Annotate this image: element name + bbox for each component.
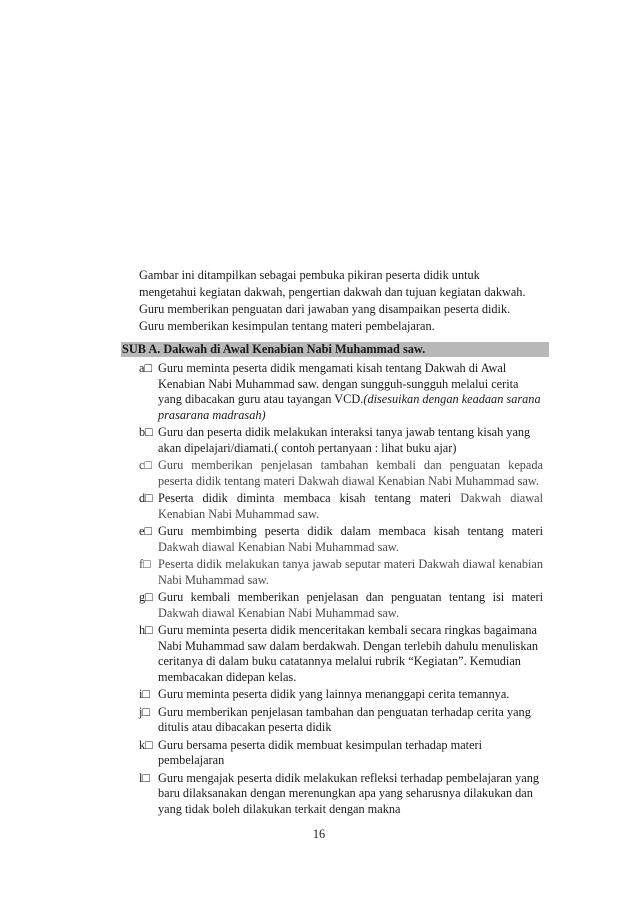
list-item xyxy=(139,425,543,456)
list-item xyxy=(139,705,543,736)
list-item-text: Guru bersama peserta didik membuat kesimpulan terhadap materi pembelajaran xyxy=(158,737,483,767)
list-item-text: Peserta didik diminta membaca kisah tentang materi Dakwah diawal Kenabian Nabi Muhammad saw. xyxy=(158,491,543,521)
list-marker: a□ xyxy=(139,361,152,375)
list-item-text: Guru meminta peserta didik menceritakan kembali secara ringkas bagaimana Nabi Muhammad saw dalam berdakwah. Dengan terlebih dahulu menuliskan ceritanya di dalam buku catatannya melalui rubrik “Kegiatan”. Kemudian membacakan didepan kelas. xyxy=(158,623,539,684)
list-marker: d□ xyxy=(139,491,153,505)
page-number: 16 xyxy=(312,827,326,841)
list-item-text: Guru meminta peserta didik yang lainnya menanggapi cerita temannya. xyxy=(158,687,510,701)
list-item xyxy=(139,771,543,818)
list-marker: i□ xyxy=(139,687,150,701)
list-item-text: Guru dan peserta didik melakukan interaksi tanya jawab tentang kisah yang akan dipelajari/diamati.( contoh pertanyaan : lihat buku ajar) xyxy=(158,425,531,455)
list-item xyxy=(139,557,543,588)
list-item-text: Guru membimbing peserta didik dalam membaca kisah tentang materi Dakwah diawal Kenabian Nabi Muhammad saw. xyxy=(158,524,543,554)
list-item xyxy=(139,590,543,621)
section-heading: SUB A. Dakwah di Awal Kenabian Nabi Muhammad saw. xyxy=(121,342,549,357)
list-item-note: (disesuikan dengan keadaan sarana prasarana madrasah) xyxy=(158,392,541,422)
list-item-text: Guru meminta peserta didik mengamati kisah tentang Dakwah di Awal Kenabian Nabi Muhammad saw. dengan sungguh-sungguh melalui cerita yang dibacakan guru atau tayangan VCD.(disesuikan dengan keadaan sarana prasarana madrasah) xyxy=(158,361,541,422)
list-item-text: Guru memberikan penjelasan tambahan kembali dan penguatan kepada peserta didik tentang materi Dakwah diawal Kenabian Nabi Muhammad saw. xyxy=(158,458,543,488)
list-item xyxy=(139,738,543,769)
intro-line: Guru memberikan kesimpulan tentang materi pembelajaran. xyxy=(139,319,435,333)
list-item xyxy=(139,623,543,685)
list-item-text: Guru kembali memberikan penjelasan dan penguatan tentang isi materi Dakwah diawal Kenabian Nabi Muhammad saw. xyxy=(158,590,543,620)
intro-line: Guru memberikan penguatan dari jawaban yang disampaikan peserta didik. xyxy=(139,302,511,316)
list-marker: j□ xyxy=(139,704,150,719)
list-item xyxy=(139,458,543,489)
intro-line: mengetahui kegiatan dakwah, pengertian dakwah dan tujuan kegiatan dakwah. xyxy=(139,285,526,299)
list-marker: e□ xyxy=(139,524,152,538)
intro-paragraph xyxy=(139,267,559,335)
activity-list xyxy=(139,361,543,819)
list-marker: k□ xyxy=(139,737,153,752)
list-item-text: Guru memberikan penjelasan tambahan dan penguatan terhadap cerita yang ditulis atau dibacakan peserta didik xyxy=(158,704,531,734)
list-marker: b□ xyxy=(139,425,153,439)
list-item-text: Guru mengajak peserta didik melakukan refleksi terhadap pembelajaran yang baru dilaksanakan dengan merenungkan apa yang seharusnya dilakukan dan yang tidak boleh dilakukan terkait dengan makna xyxy=(158,770,540,816)
intro-line: Gambar ini ditampilkan sebagai pembuka pikiran peserta didik untuk xyxy=(139,268,480,282)
list-marker: l□ xyxy=(139,770,150,785)
list-marker: h□ xyxy=(139,623,153,637)
list-marker: c□ xyxy=(139,458,152,472)
list-marker: f□ xyxy=(139,557,151,571)
list-item xyxy=(139,687,543,703)
list-item-text: Peserta didik melakukan tanya jawab seputar materi Dakwah diawal kenabian Nabi Muhammad saw. xyxy=(158,557,543,587)
list-marker: g□ xyxy=(139,590,153,604)
list-item xyxy=(139,491,543,522)
list-item xyxy=(139,524,543,555)
list-item xyxy=(139,361,543,423)
